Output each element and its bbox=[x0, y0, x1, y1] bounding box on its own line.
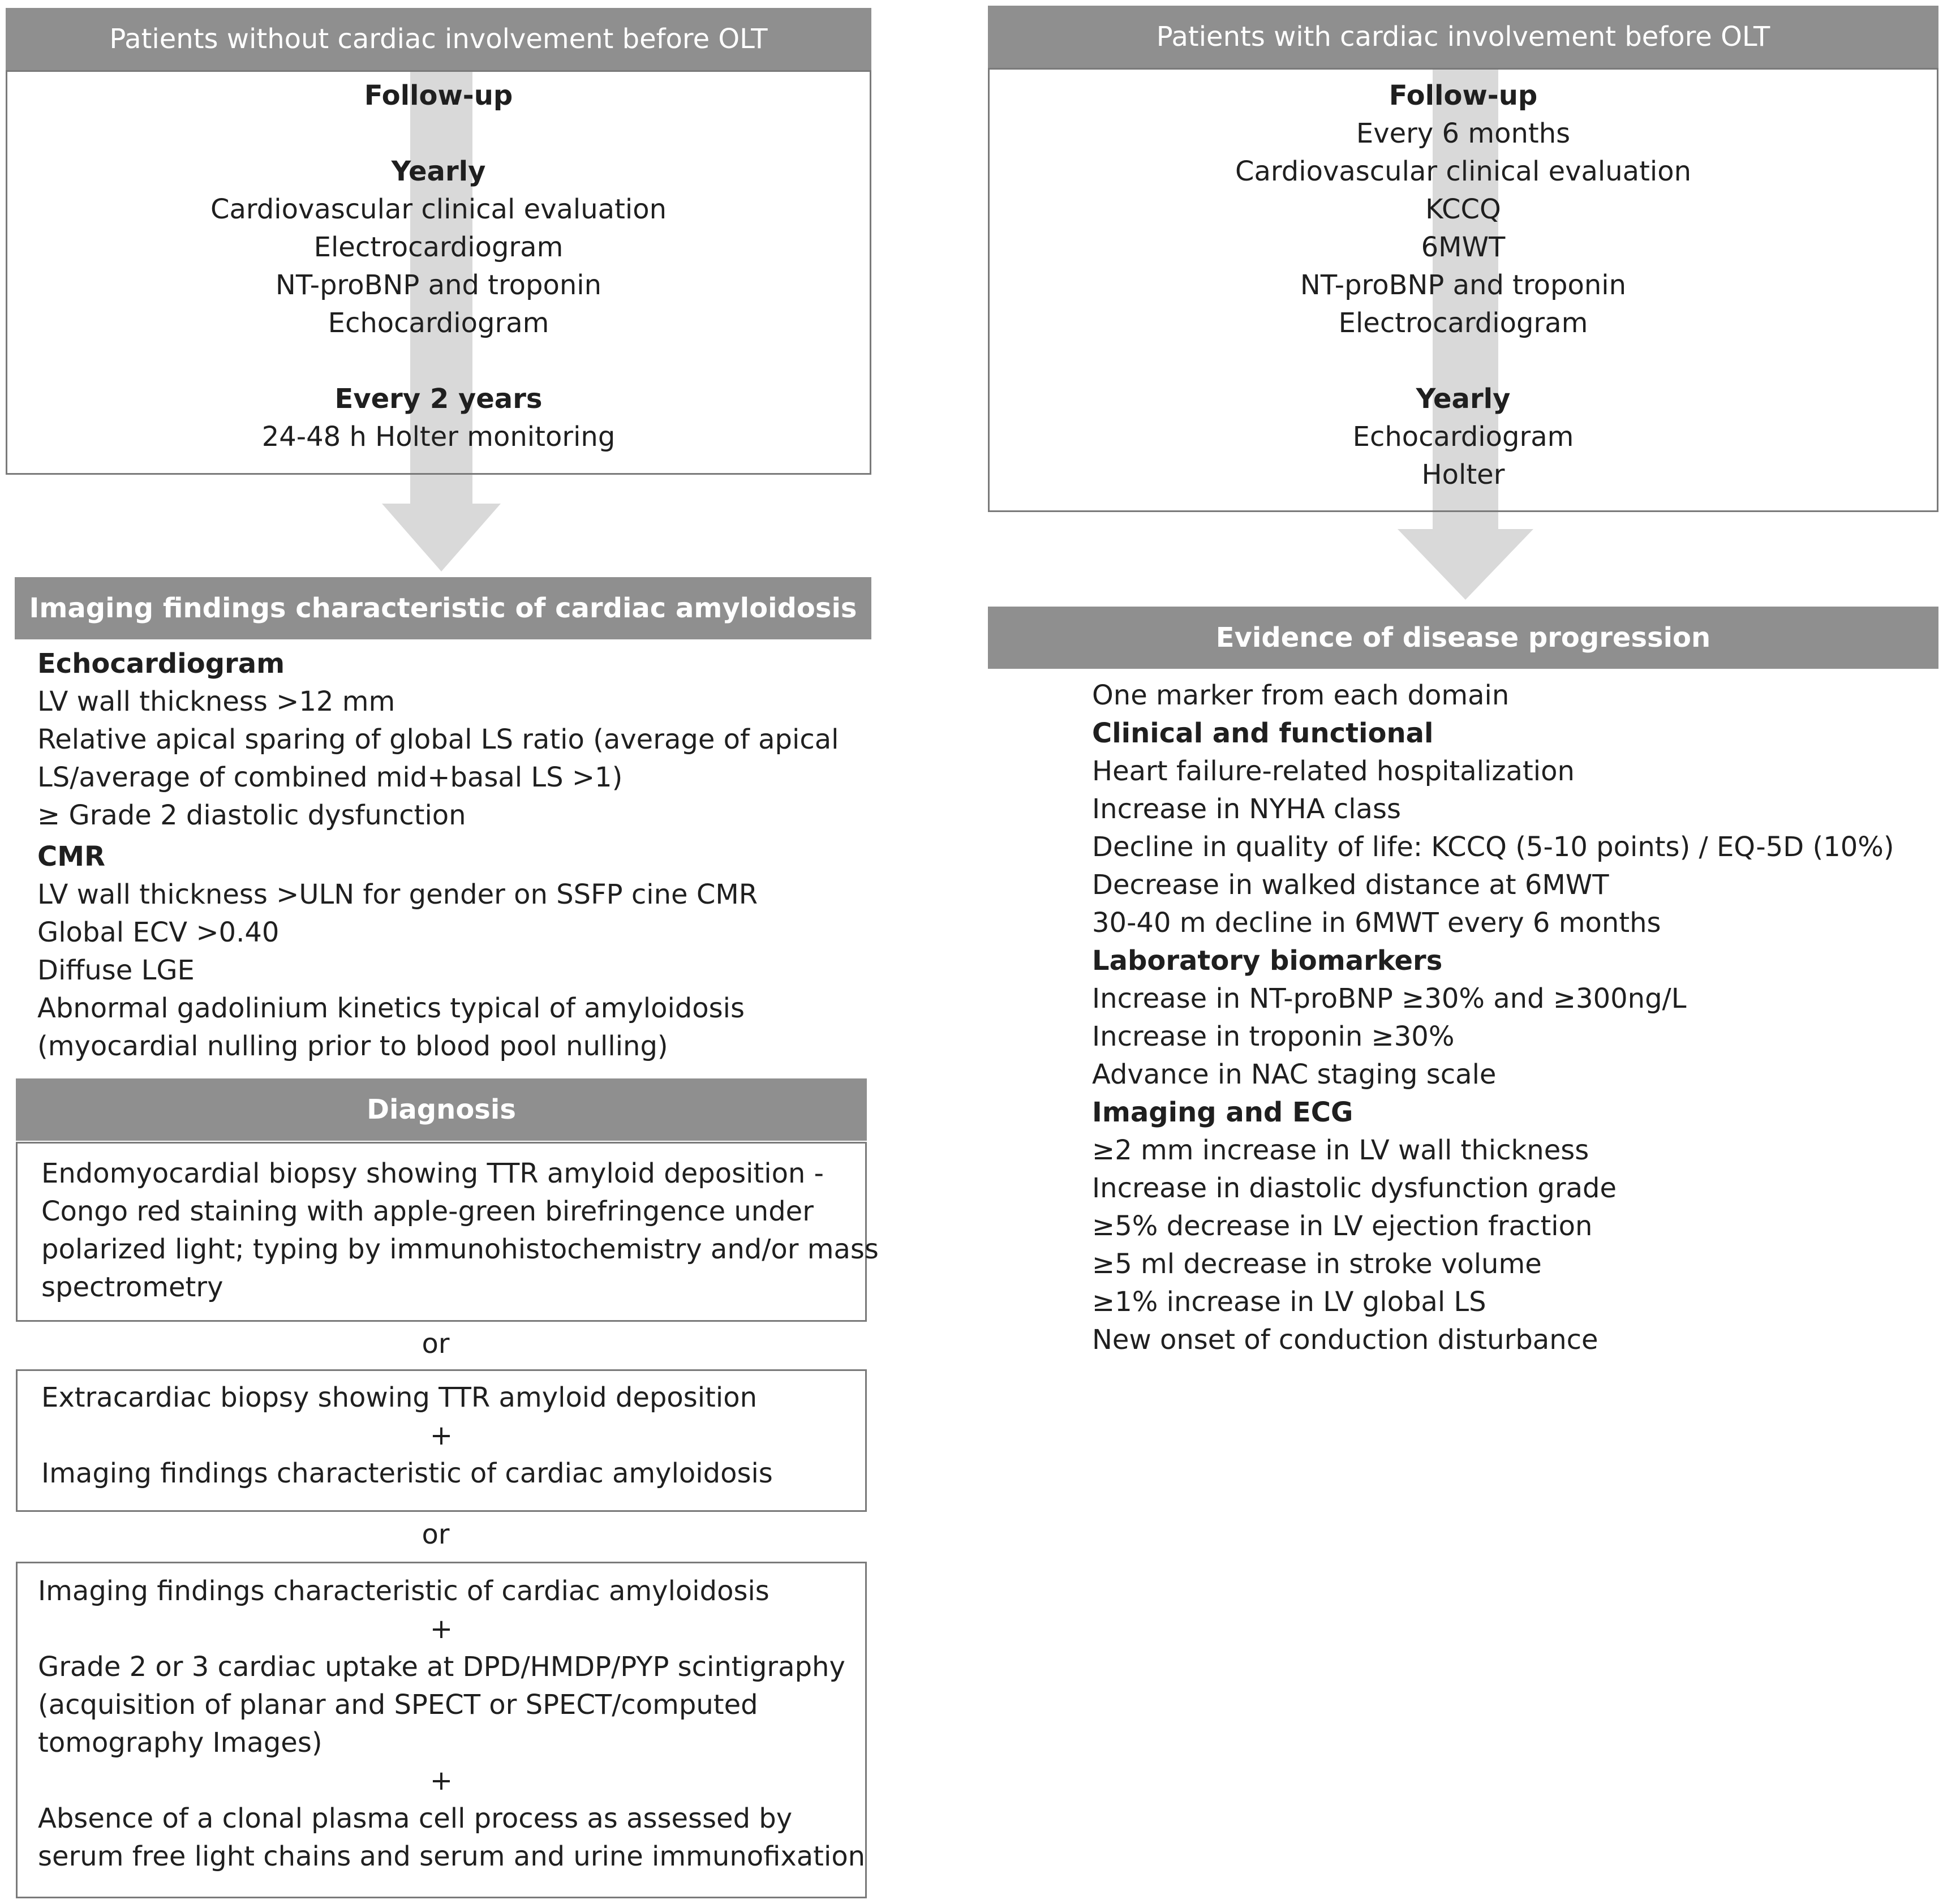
diagnosis-option-3 bbox=[16, 1562, 867, 1898]
followup-title: Follow-up bbox=[1389, 80, 1538, 111]
list-item: Electrocardiogram bbox=[313, 231, 564, 263]
list-item: Increase in diastolic dysfunction grade bbox=[1092, 1172, 1617, 1204]
cmr-title: CMR bbox=[37, 841, 105, 873]
list-item: LS/average of combined mid+basal LS >1) bbox=[37, 762, 623, 793]
list-item: New onset of conduction disturbance bbox=[1092, 1324, 1598, 1356]
option-line: Imaging findings characteristic of cardiac amyloidosis bbox=[41, 1458, 773, 1489]
list-item: Heart failure-related hospitalization bbox=[1092, 755, 1575, 787]
diagnosis-option-1 bbox=[16, 1142, 879, 1322]
imaging-ecg-title: Imaging and ECG bbox=[1092, 1097, 1353, 1128]
list-item: Increase in NYHA class bbox=[1092, 793, 1401, 825]
list-item: Diffuse LGE bbox=[37, 955, 195, 986]
left-followup-content bbox=[6, 77, 871, 456]
list-item: ≥2 mm increase in LV wall thickness bbox=[1092, 1134, 1589, 1166]
option-line: (acquisition of planar and SPECT or SPECT/computed bbox=[38, 1689, 758, 1721]
lab-title: Laboratory biomarkers bbox=[1092, 945, 1443, 977]
option-line: Absence of a clonal plasma cell process as assessed by bbox=[38, 1803, 793, 1834]
list-item: (myocardial nulling prior to blood pool nulling) bbox=[37, 1030, 668, 1062]
or-separator-2: or bbox=[422, 1519, 450, 1550]
list-item: Holter bbox=[1421, 459, 1505, 491]
list-item: 30-40 m decline in 6MWT every 6 months bbox=[1092, 907, 1661, 939]
option-line: Endomyocardial biopsy showing TTR amyloid deposition - bbox=[41, 1158, 824, 1189]
list-item: Decrease in walked distance at 6MWT bbox=[1092, 869, 1609, 901]
list-item: Increase in NT-proBNP ≥30% and ≥300ng/L bbox=[1092, 983, 1687, 1015]
list-item: Abnormal gadolinium kinetics typical of amyloidosis bbox=[37, 992, 745, 1024]
option-line: Imaging findings characteristic of cardiac amyloidosis bbox=[38, 1575, 770, 1607]
option-line: spectrometry bbox=[41, 1271, 223, 1303]
plus-sign: + bbox=[429, 1420, 453, 1451]
option-line: Extracardiac biopsy showing TTR amyloid deposition bbox=[41, 1382, 757, 1413]
plus-sign: + bbox=[429, 1613, 453, 1645]
progression-content bbox=[1092, 677, 1929, 1359]
plus-sign: + bbox=[429, 1765, 453, 1796]
option-line: tomography Images) bbox=[38, 1727, 323, 1759]
option-line: serum free light chains and serum and urine immunofixation bbox=[38, 1841, 866, 1872]
option-line: Congo red staining with apple-green birefringence under bbox=[41, 1196, 814, 1227]
progression-intro: One marker from each domain bbox=[1092, 680, 1510, 711]
biennial-title: Every 2 years bbox=[334, 383, 543, 415]
progression-header: Evidence of disease progression bbox=[988, 607, 1938, 669]
list-item: ≥5% decrease in LV ejection fraction bbox=[1092, 1210, 1593, 1242]
right-top-header: Patients with cardiac involvement before OLT bbox=[988, 6, 1938, 68]
list-item: NT-proBNP and troponin bbox=[275, 269, 602, 301]
list-item: Cardiovascular clinical evaluation bbox=[210, 194, 667, 225]
list-item: NT-proBNP and troponin bbox=[1300, 269, 1627, 301]
list-item: Every 6 months bbox=[1356, 118, 1571, 149]
list-item: Electrocardiogram bbox=[1338, 307, 1588, 339]
diagnosis-header: Diagnosis bbox=[16, 1078, 867, 1141]
list-item: 24-48 h Holter monitoring bbox=[261, 421, 616, 453]
list-item: Decline in quality of life: KCCQ (5-10 points) / EQ-5D (10%) bbox=[1092, 831, 1894, 863]
yearly-title: Yearly bbox=[1416, 383, 1511, 415]
list-item: Echocardiogram bbox=[328, 307, 549, 339]
imaging-header: Imaging findings characteristic of cardiac amyloidosis bbox=[15, 577, 871, 639]
list-item: 6MWT bbox=[1421, 231, 1506, 263]
list-item: ≥1% increase in LV global LS bbox=[1092, 1286, 1486, 1318]
list-item: Relative apical sparing of global LS ratio (average of apical bbox=[37, 724, 839, 755]
or-separator-1: or bbox=[422, 1328, 450, 1360]
list-item: Increase in troponin ≥30% bbox=[1092, 1021, 1455, 1052]
imaging-content bbox=[37, 645, 869, 1065]
option-line: Grade 2 or 3 cardiac uptake at DPD/HMDP/PYP scintigraphy bbox=[38, 1651, 845, 1683]
list-item: LV wall thickness >ULN for gender on SSFP cine CMR bbox=[37, 879, 758, 910]
right-followup-content bbox=[988, 77, 1938, 494]
list-item: ≥ Grade 2 diastolic dysfunction bbox=[37, 800, 466, 831]
list-item: Global ECV >0.40 bbox=[37, 917, 280, 948]
clinical-title: Clinical and functional bbox=[1092, 717, 1434, 749]
yearly-title: Yearly bbox=[391, 156, 486, 187]
list-item: ≥5 ml decrease in stroke volume bbox=[1092, 1248, 1542, 1280]
option-line: polarized light; typing by immunohistochemistry and/or mass bbox=[41, 1233, 879, 1265]
diagnosis-option-2 bbox=[16, 1369, 867, 1512]
list-item: Cardiovascular clinical evaluation bbox=[1235, 156, 1692, 187]
echo-title: Echocardiogram bbox=[37, 648, 285, 680]
list-item: LV wall thickness >12 mm bbox=[37, 686, 396, 717]
list-item: Echocardiogram bbox=[1352, 421, 1574, 453]
list-item: Advance in NAC staging scale bbox=[1092, 1059, 1497, 1090]
list-item: KCCQ bbox=[1425, 194, 1501, 225]
left-top-header: Patients without cardiac involvement before OLT bbox=[6, 8, 871, 70]
followup-title: Follow-up bbox=[364, 80, 513, 111]
